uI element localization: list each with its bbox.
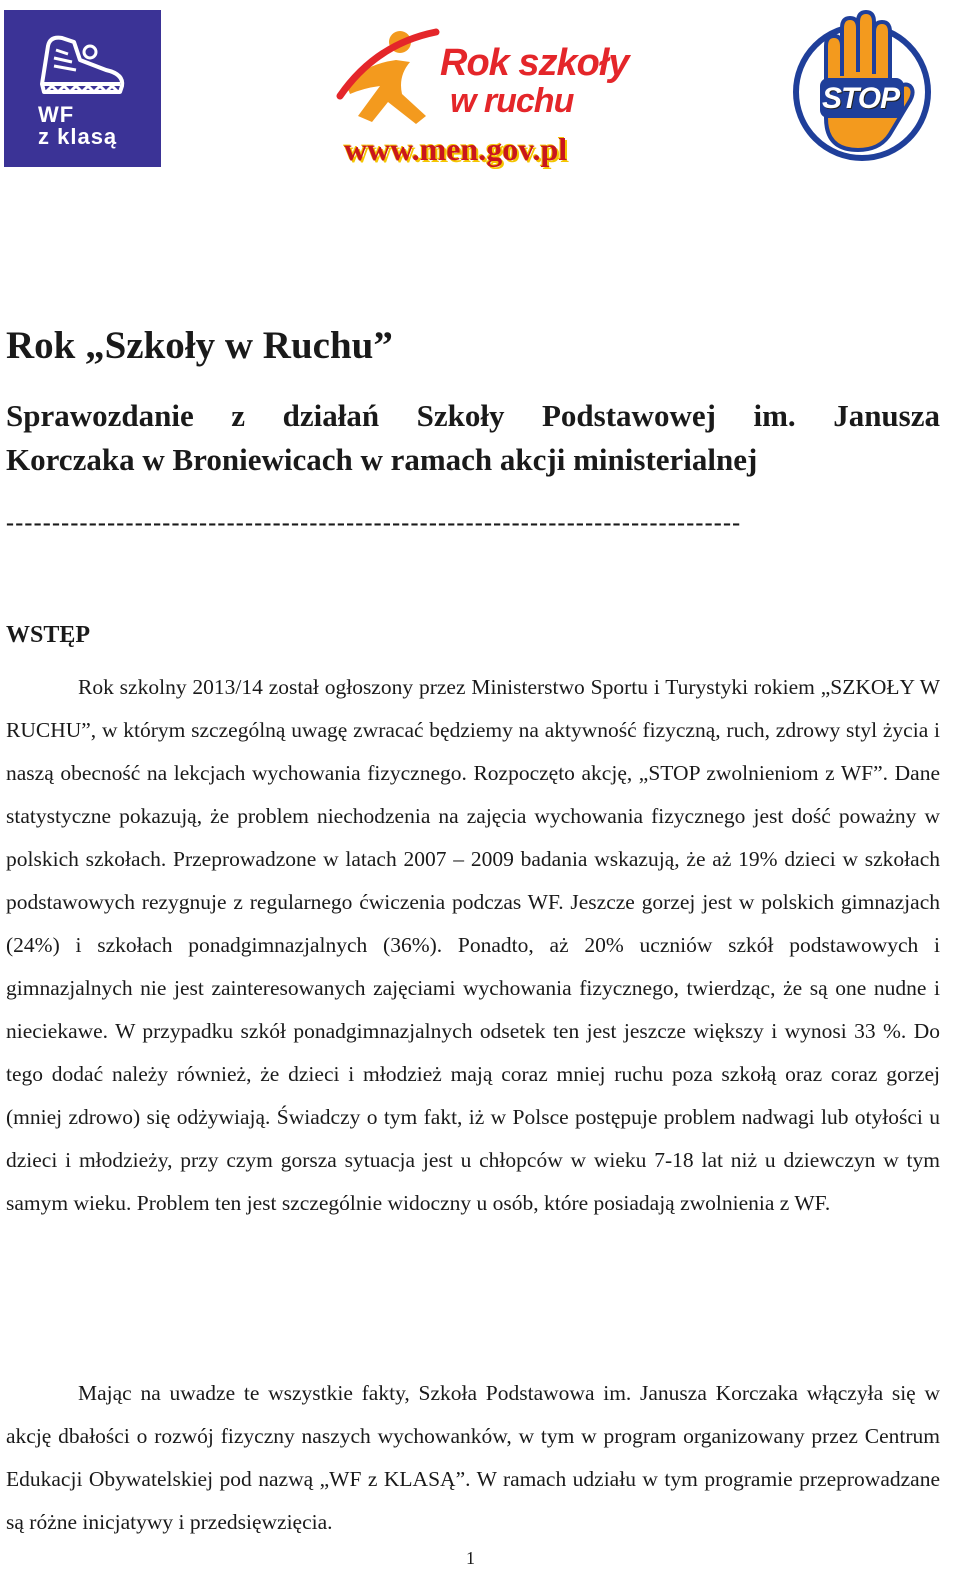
report-subtitle-line2: Korczaka w Broniewicach w ramach akcji ministerialnej [6,442,758,477]
stop-logo-word: STOP [822,82,900,115]
page-number: 1 [466,1548,475,1568]
report-subtitle [6,394,940,482]
running-figure-icon [336,24,456,134]
wf-z-klasa-logo [4,10,161,167]
logo-bar [0,0,960,180]
paragraph-intro-text: Rok szkolny 2013/14 został ogłoszony przez Ministerstwo Sportu i Turystyki rokiem „SZKOŁY W RUCHU”, w którym szczególną uwagę zwracać będziemy na aktywność fizyczną, ruch, zdrowy styl życia i naszą obecność na lekcjach wychowania fizycznego. Rozpoczęto akcję, „STOP zwolnieniom z WF”. Dane statystyczne pokazują, że problem niechodzenia na zajęcia wychowania fizycznego jest dość poważny w polskich szkołach. Przeprowadzone w latach 2007 – 2009 badania wskazują, że aż 19% dzieci w szkołach podstawowych rezygnuje z regularnego ćwiczenia podczas WF. Jeszcze gorzej jest w polskich gimnazjach (24%) i szkołach ponadgimnazjalnych (36%). Ponadto, aż 20% uczniów szkół podstawowych i gimnazjalnych nie jest zainteresowanych zajęciami wychowania fizycznego, twierdząc, że są one nudne i nieciekawe. W przypadku szkół ponadgimnazjalnych odsetek ten jest jeszcze większy i wynosi 33 %. Do tego dodać należy również, że dzieci i młodzież mają coraz mniej ruchu poza szkołą oraz coraz gorzej (mniej zdrowo) się odżywiają. Świadczy o tym fakt, iż w Polsce postępuje problem nadwagi lub otyłości u dzieci i młodzieży, przy czym gorsza sytuacja jest u chłopców w wieku 7-18 lat niż u dziewczyn w tym samym wieku. Problem ten jest szczególnie widoczny u osób, które posiadają zwolnienia z WF. [6,675,940,1215]
rok-logo-line1: Rok szkoły [440,42,629,84]
rok-szkoly-w-ruchu-logo [336,24,629,174]
wf-logo-line1: WF [38,102,75,127]
paragraph-program [6,1372,940,1544]
paragraph-program-text: Mając na uwadze te wszystkie fakty, Szkoła Podstawowa im. Janusza Korczaka włączyła się w akcję dbałości o rozwój fizyczny naszych wychowanków, w tym w program organizowany przez Centrum Edukacji Obywatelskiej pod nazwą „WF z KLASĄ”. W ramach udziału w tym programie przeprowadzane są różne inicjatywy i przedsięwzięcia. [6,1381,940,1534]
section-heading: WSTĘP [6,622,91,648]
rok-logo-line2: w ruchu [450,82,574,120]
report-subtitle-line1: Sprawozdanie z działań Szkoły Podstawowej im. Janusza [6,398,940,433]
stop-zwolnieniom-z-wf-logo [792,6,932,166]
page-title: Rok „Szkoły w Ruchu” [6,324,393,367]
separator-line: -------------------------------------------------------------------------------- [6,510,742,536]
men-url-label: www.men.gov.pl [344,131,568,167]
sneaker-icon [34,26,130,102]
wf-logo-line2: z klasą [38,124,118,149]
paragraph-intro [6,666,940,1225]
